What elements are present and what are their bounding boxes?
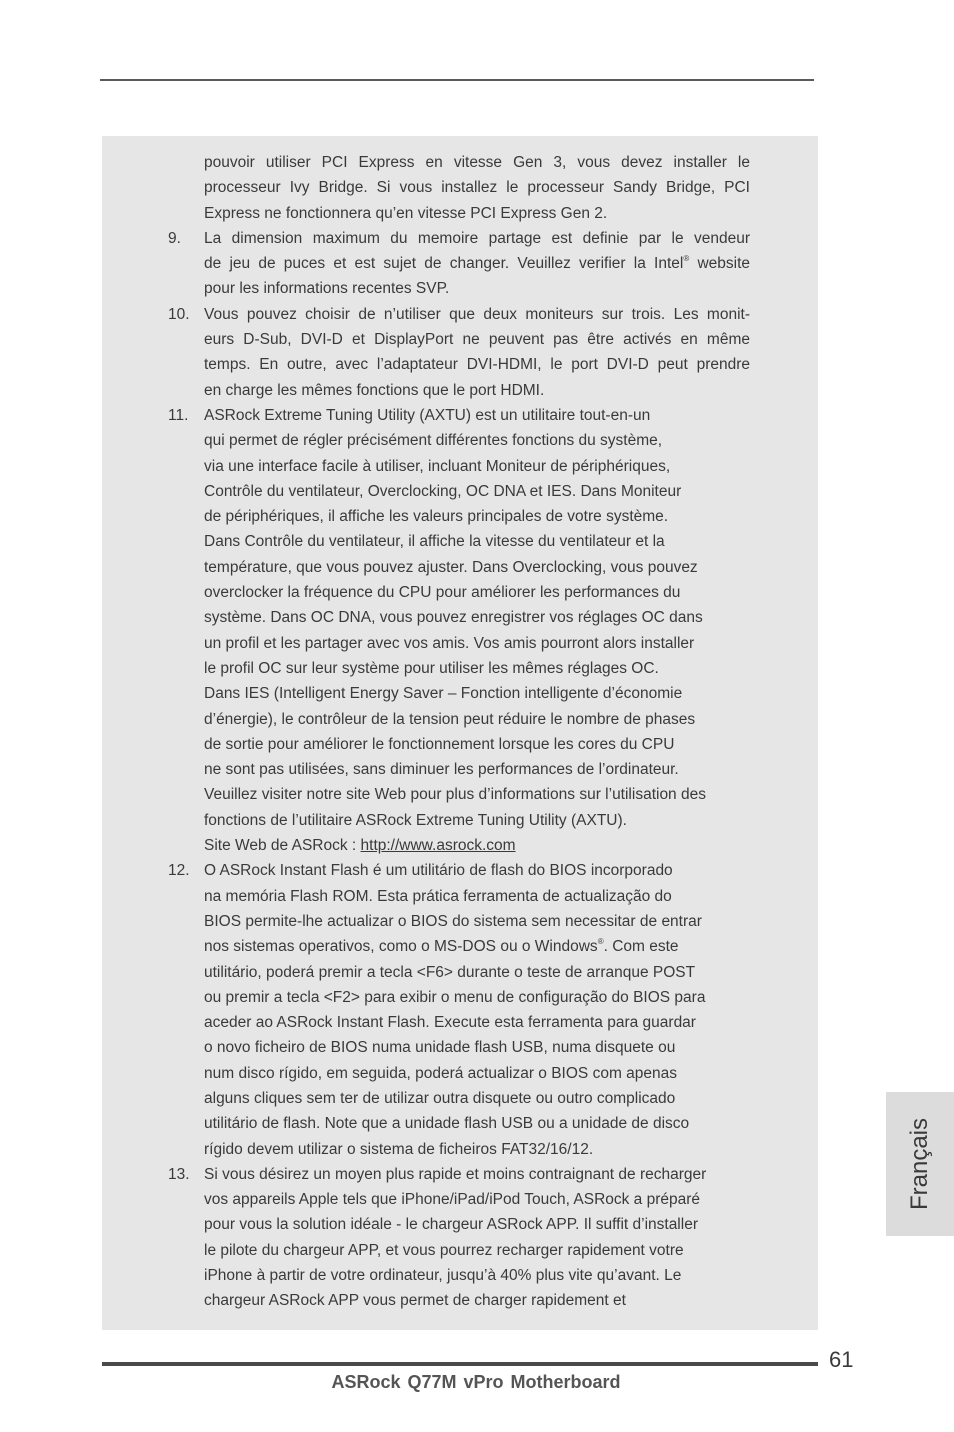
text-line: eurs D-Sub, DVI-D et DisplayPort ne peuvent pas être activés en même	[204, 331, 750, 349]
top-divider	[100, 79, 814, 81]
text-line: overclocker la fréquence du CPU pour améliorer les performances du	[204, 584, 681, 602]
text-segment: . Com este	[603, 938, 679, 956]
text-segment: nos sistemas operativos, como o MS-DOS ou o Windows	[204, 938, 598, 956]
language-tab	[886, 1092, 954, 1236]
text-line: Si vous désirez un moyen plus rapide et moins contraignant de recharger	[204, 1165, 707, 1183]
text-line: utilitário de flash. Note que a unidade flash USB ou a unidade de disco	[204, 1115, 690, 1133]
list-item-11	[168, 403, 750, 858]
text-line: ou premir a tecla <F2> para exibir o menu de configuração do BIOS para	[204, 988, 706, 1006]
language-tab-label: Français	[906, 1117, 933, 1211]
text-line: en charge les mêmes fonctions que le port HDMI.	[204, 381, 545, 399]
text-line: qui permet de régler précisément différentes fonctions du système,	[204, 432, 663, 450]
text-line: utilitário, poderá premir a tecla <F6> durante o teste de arranque POST	[204, 963, 696, 981]
text-line	[204, 934, 750, 959]
text-line: num disco rígido, em seguida, poderá actualizar o BIOS com apenas	[204, 1064, 678, 1082]
text-line: le pilote du chargeur APP, et vous pourrez recharger rapidement votre	[204, 1241, 684, 1259]
item-number: 12.	[168, 862, 190, 880]
text-line: système. Dans OC DNA, vous pouvez enregistrer vos réglages OC dans	[204, 609, 703, 627]
site-label: Site Web de ASRock :	[204, 837, 361, 855]
text-line: le profil OC sur leur système pour utiliser les mêmes réglages OC.	[204, 659, 659, 677]
text-line: na memória Flash ROM. Esta prática ferramenta de actualização do	[204, 887, 672, 905]
text-line: pouvoir utiliser PCI Express en vitesse Gen 3, vous devez installer le	[204, 154, 750, 171]
text-line: pour les informations recentes SVP.	[204, 280, 450, 298]
text-line: ASRock Extreme Tuning Utility (AXTU) est un utilitaire tout-en-un	[204, 406, 651, 424]
registered-mark: ®	[683, 254, 690, 264]
text-line: d’énergie), le contrôleur de la tension peut réduire le nombre de phases	[204, 710, 696, 728]
text-line: BIOS permite-lhe actualizar o BIOS do sistema sem necessitar de entrar	[204, 912, 702, 930]
text-line	[204, 251, 750, 276]
text-line: alguns cliques sem ter de utilizar outra disquete ou outro complicado	[204, 1089, 676, 1107]
text-line: chargeur ASRock APP vous permet de charger rapidement et	[204, 1292, 626, 1310]
text-segment: de jeu de puces et est sujet de changer. Veuillez verifier la Intel	[204, 255, 684, 273]
text-line: Contrôle du ventilateur, Overclocking, OC DNA et IES. Dans Moniteur	[204, 482, 682, 500]
page-number: 61	[829, 1347, 854, 1372]
text-line: o novo ficheiro de BIOS numa unidade flash USB, numa disquete ou	[204, 1039, 676, 1057]
item-number: 9.	[168, 229, 181, 247]
text-segment: website	[689, 255, 750, 273]
text-block	[0, 150, 954, 1314]
text-line: aceder ao ASRock Instant Flash. Execute esta ferramenta para guardar	[204, 1014, 696, 1032]
text-line: pour vous la solution idéale - le chargeur ASRock APP. Il suffit d’installer	[204, 1216, 698, 1234]
text-line: via une interface facile à utiliser, incluant Moniteur de périphériques,	[204, 457, 671, 475]
text-line: iPhone à partir de votre ordinateur, jusqu’à 40% plus vite qu’avant. Le	[204, 1267, 682, 1285]
paragraph-continuation	[204, 150, 750, 226]
text-line	[204, 833, 750, 858]
item-number: 13.	[168, 1165, 190, 1183]
text-line: Veuillez visiter notre site Web pour plus d’informations sur l’utilisation des	[204, 786, 706, 804]
list-item-9	[168, 226, 750, 302]
item-number: 10.	[168, 305, 190, 323]
text-line: de sortie pour améliorer le fonctionnement lorsque les cores du CPU	[204, 735, 675, 753]
text-line: rígido devem utilizar o sistema de ficheiros FAT32/16/12.	[204, 1140, 594, 1158]
text-line: ne sont pas utilisées, sans diminuer les performances de l’ordinateur.	[204, 761, 679, 779]
text-line: vos appareils Apple tels que iPhone/iPad/iPod Touch, ASRock a préparé	[204, 1191, 701, 1209]
text-line: Express ne fonctionnera qu’en vitesse PCI Express Gen 2.	[204, 204, 608, 222]
list-item-12	[168, 858, 750, 1162]
text-line: Dans Contrôle du ventilateur, il affiche la vitesse du ventilateur et la	[204, 533, 665, 551]
text-line: Dans IES (Intelligent Energy Saver – Fonction intelligente d’économie	[204, 685, 683, 703]
text-line: un profil et les partager avec vos amis. Vos amis pourront alors installer	[204, 634, 695, 652]
asrock-website-link[interactable]: http://www.asrock.com	[360, 837, 516, 855]
list-item-10	[168, 302, 750, 403]
text-line: température, que vous pouvez ajuster. Dans Overclocking, vous pouvez	[204, 558, 698, 576]
text-line: Vous pouvez choisir de n’utiliser que deux moniteurs sur trois. Les monit-	[204, 305, 750, 323]
footer-title: ASRock Q77M vPro Motherboard	[331, 1372, 621, 1392]
item-number: 11.	[168, 406, 189, 424]
text-line: La dimension maximum du memoire partage est definie par le vendeur	[204, 229, 750, 247]
text-line: processeur Ivy Bridge. Si vous installez le processeur Sandy Bridge, PCI	[204, 179, 750, 197]
text-line: fonctions de l’utilitaire ASRock Extreme Tuning Utility (AXTU).	[204, 811, 627, 829]
text-line: de périphériques, il affiche les valeurs principales de votre système.	[204, 508, 669, 526]
registered-mark: ®	[597, 937, 604, 947]
bottom-divider	[102, 1362, 818, 1366]
list-item-13	[168, 1162, 750, 1314]
text-line: temps. En outre, avec l’adaptateur DVI-HDMI, le port DVI-D peut prendre	[204, 356, 750, 374]
text-line: O ASRock Instant Flash é um utilitário de flash do BIOS incorporado	[204, 862, 673, 880]
